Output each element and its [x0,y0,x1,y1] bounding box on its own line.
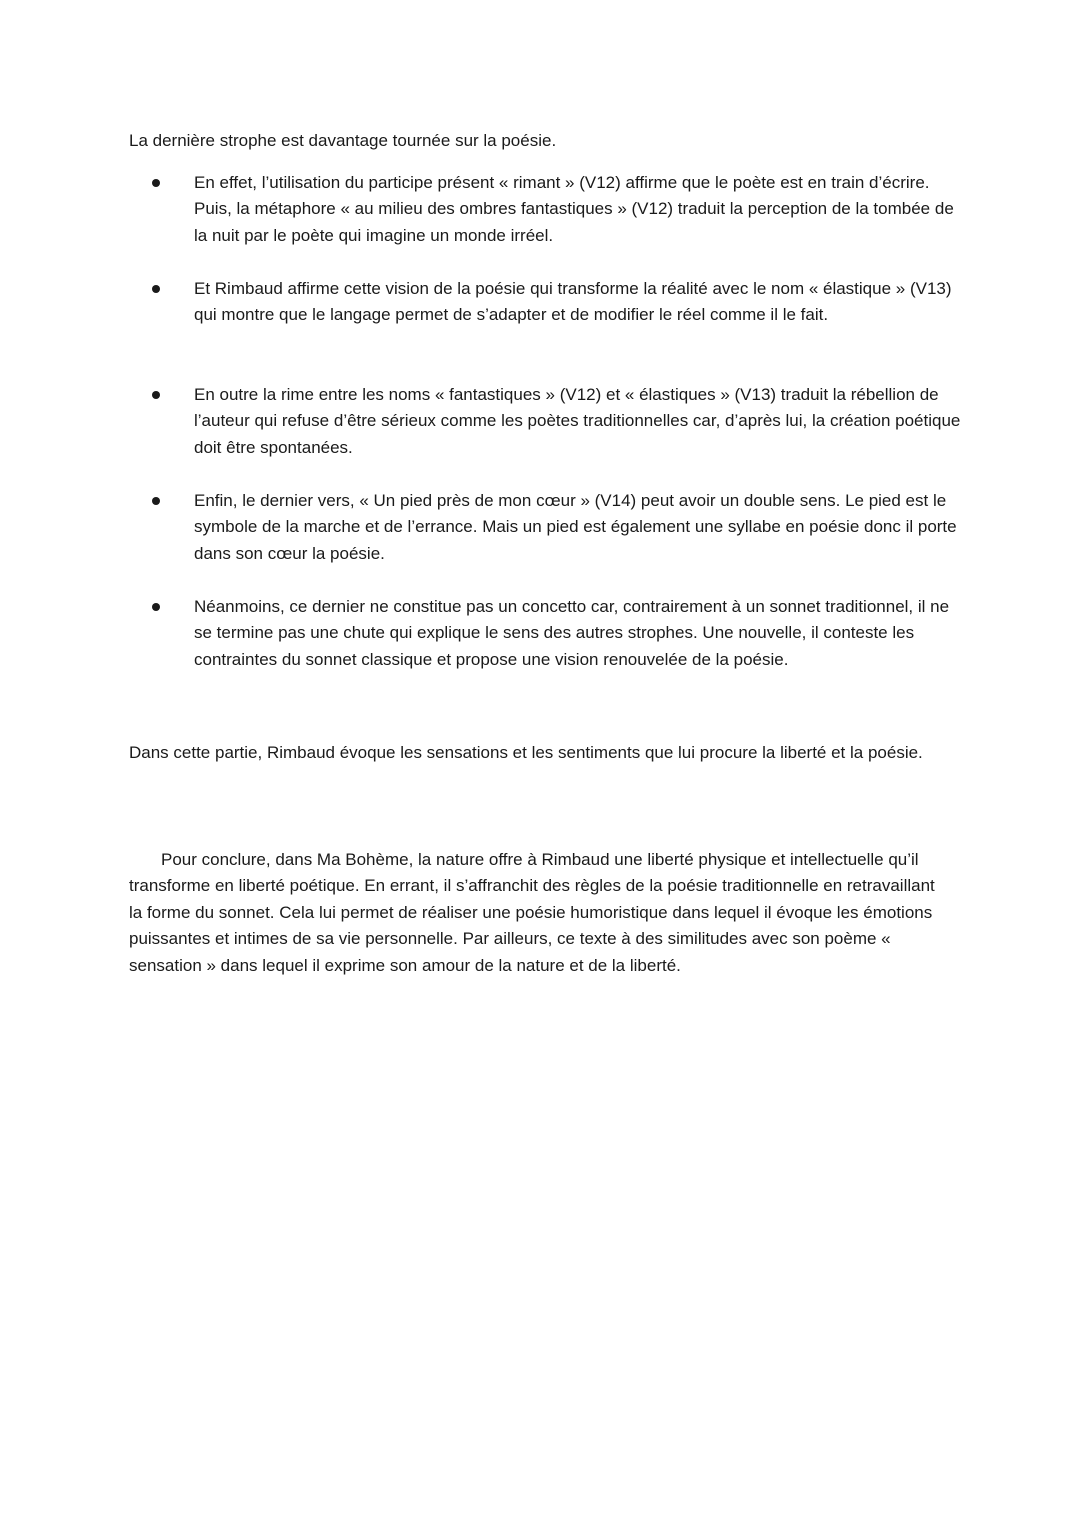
bullet-dot-icon [152,497,160,505]
list-item [194,382,964,461]
list-item [194,488,964,567]
summary-paragraph: Dans cette partie, Rimbaud évoque les sensations et les sentiments que lui procure la liberté et la poésie. [129,743,923,762]
bullet-dot-icon [152,391,160,399]
bullet-text: Néanmoins, ce dernier ne constitue pas un concetto car, contrairement à un sonnet traditionnel, il ne se termine pas une chute qui explique le sens des autres strophes. Une nouvelle, il conteste les contraintes du sonnet classique et propose une vision renouvelée de la poésie. [194,597,950,669]
bullet-dot-icon [152,603,160,611]
list-item [194,170,964,249]
intro-paragraph: La dernière strophe est davantage tournée sur la poésie. [129,131,557,150]
bullet-dot-icon [152,179,160,187]
bullet-dot-icon [152,285,160,293]
list-item [194,594,964,673]
bullet-text: En effet, l’utilisation du participe présent « rimant » (V12) affirme que le poète est en train d’écrire. Puis, la métaphore « au milieu des ombres fantastiques » (V12) traduit la perception de la tombée de la nuit par le poète qui imagine un monde irréel. [194,173,954,245]
bullet-text: En outre la rime entre les noms « fantastiques » (V12) et « élastiques » (V13) traduit la rébellion de l’auteur qui refuse d’être sérieux comme les poètes traditionnelles car, d’après lui, la création poétique doit être spontanées. [194,385,961,457]
bullet-text: Et Rimbaud affirme cette vision de la poésie qui transforme la réalité avec le nom « élastique » (V13) qui montre que le langage permet de s’adapter et de modifier le réel comme il le fait. [194,279,952,325]
list-item [194,276,964,329]
bullet-text: Enfin, le dernier vers, « Un pied près de mon cœur » (V14) peut avoir un double sens. Le pied est le symbole de la marche et de l’errance. Mais un pied est également une syllabe en poésie donc il porte dans son cœur la poésie. [194,491,957,563]
conclusion-paragraph: Pour conclure, dans Ma Bohème, la nature offre à Rimbaud une liberté physique et intellectuelle qu’il transforme en liberté poétique. En errant, il s’affranchit des règles de la poésie traditionnelle en retravaillant la forme du sonnet. Cela lui permet de réaliser une poésie humoristique dans lequel il évoque les émotions puissantes et intimes de sa vie personnelle. Par ailleurs, ce texte à des similitudes avec son poème « sensation » dans lequel il exprime son amour de la nature et de la liberté. [129,850,935,975]
